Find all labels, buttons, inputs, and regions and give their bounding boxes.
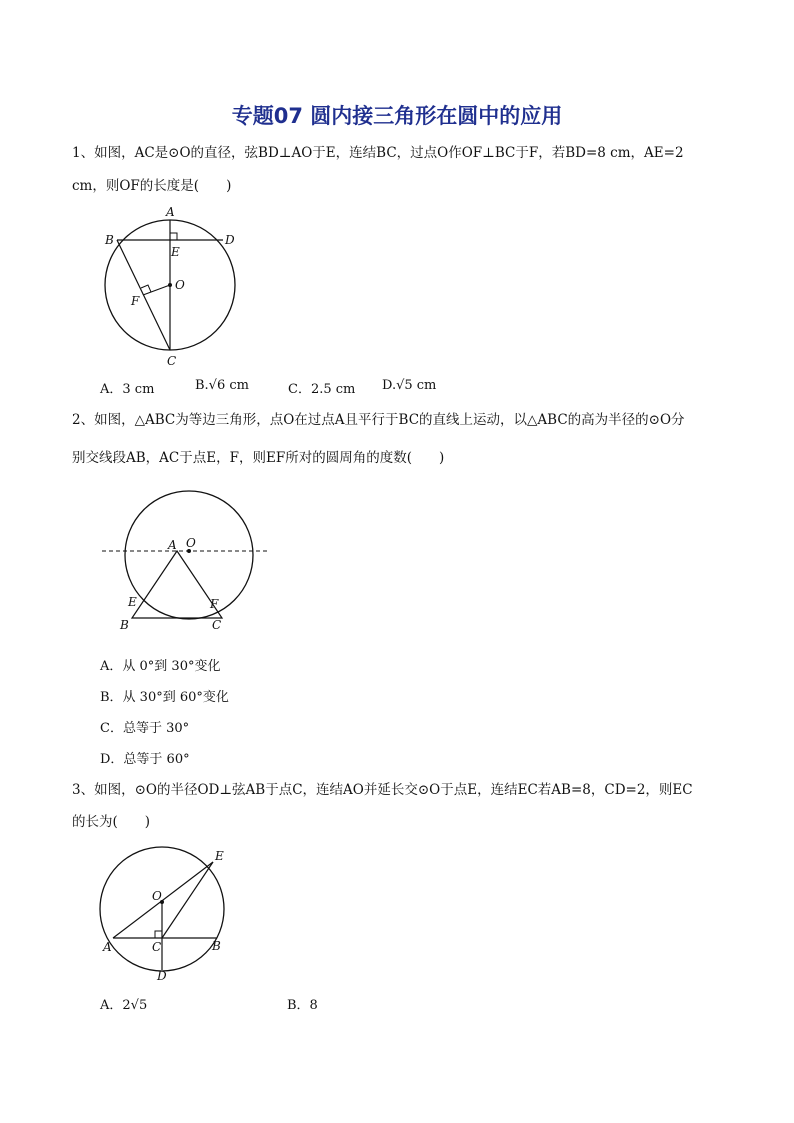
q2-option-c: C．总等于 30° — [100, 721, 190, 736]
q2-label-F: F — [210, 597, 219, 611]
q3-label-D: D — [157, 969, 167, 983]
q1-label-O: O — [175, 278, 185, 292]
q2-text-line2: 别交线段AB，AC于点E，F，则EF所对的圆周角的度数( ) — [72, 450, 445, 466]
q3-figure — [95, 840, 245, 985]
q2-label-B: B — [120, 618, 129, 632]
q2-figure — [100, 485, 280, 635]
page-title: 专题07 圆内接三角形在圆中的应用 — [231, 104, 563, 128]
q3-text-line1: 3、如图，⊙O的半径OD⊥弦AB于点C，连结AO并延长交⊙O于点E，连结EC若AB=8，CD=2，则EC — [72, 782, 693, 798]
q1-option-a: A．3 cm — [100, 382, 155, 397]
q1-label-D: D — [225, 233, 235, 247]
q1-label-F: F — [131, 294, 140, 308]
q1-label-E: E — [171, 245, 180, 259]
q3-label-A: A — [103, 940, 112, 954]
q2-label-C: C — [212, 618, 222, 632]
q3-label-C: C — [152, 940, 162, 954]
q2-label-O: O — [186, 536, 196, 550]
q1-label-C: C — [167, 354, 177, 368]
q3-label-B: B — [212, 939, 221, 953]
q2-text-line1: 2、如图，△ABC为等边三角形，点O在过点A且平行于BC的直线上运动，以△ABC的高为半径的⊙O分 — [72, 412, 685, 428]
q2-option-b: B．从 30°到 60°变化 — [100, 690, 229, 705]
q1-option-d: D.√5 cm — [382, 378, 437, 393]
q3-label-E: E — [215, 849, 224, 863]
q2-label-E: E — [128, 595, 137, 609]
q1-figure — [95, 200, 255, 370]
q1-option-b: B.√6 cm — [195, 378, 249, 393]
q2-option-a: A．从 0°到 30°变化 — [100, 659, 221, 674]
q3-option-a: A．2√5 — [100, 998, 148, 1013]
q1-label-B: B — [105, 233, 114, 247]
q2-label-A: A — [168, 538, 177, 552]
q1-option-c: C．2.5 cm — [288, 382, 356, 397]
q1-text-line2: cm，则OF的长度是( ) — [72, 178, 232, 194]
q3-label-O: O — [152, 889, 162, 903]
q1-text-line1: 1、如图，AC是⊙O的直径，弦BD⊥AO于E，连结BC，过点O作OF⊥BC于F，若BD=8 cm，AE=2 — [72, 145, 684, 161]
q1-label-A: A — [166, 205, 175, 219]
q3-option-b: B．8 — [287, 998, 318, 1013]
q3-text-line2: 的长为( ) — [72, 814, 151, 830]
q2-option-d: D．总等于 60° — [100, 752, 190, 767]
